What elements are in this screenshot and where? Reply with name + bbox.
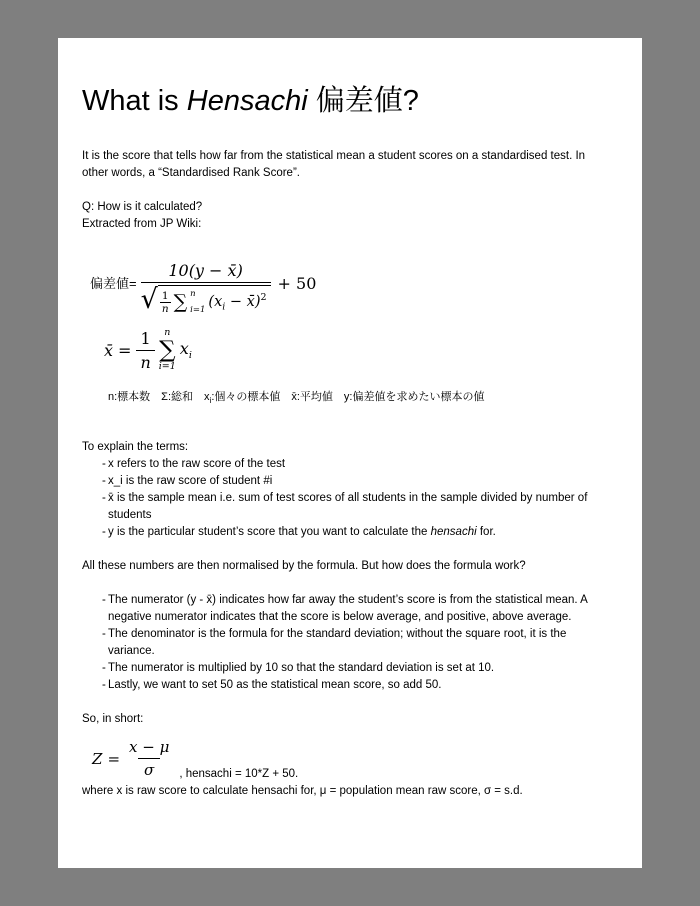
one-over-n-fraction: 1 n: [161, 289, 169, 315]
summation-sign: ∑: [159, 337, 176, 364]
list-item: - x_i is the raw score of student #i: [82, 473, 612, 490]
question-block: [82, 199, 612, 233]
short-heading: So, in short:: [82, 713, 144, 726]
formula-lhs: 偏差値=: [90, 276, 137, 291]
equals-sign: =: [107, 749, 121, 768]
xi-variable: $x_i$: [179, 339, 192, 362]
summation-limits: n i=1: [190, 289, 206, 315]
source-line: Extracted from JP Wiki:: [82, 218, 202, 230]
document-page: [58, 38, 642, 868]
hensachi-formula: [90, 261, 612, 316]
formula-area: [90, 261, 612, 409]
main-fraction: [141, 261, 271, 316]
list-item: - x refers to the raw score of the test: [82, 456, 612, 473]
bullet-marker: -: [102, 594, 106, 607]
bullet-marker: -: [102, 628, 106, 641]
terms-heading: To explain the terms:: [82, 441, 189, 454]
page-title: [82, 84, 612, 118]
xbar-variable: x̄: [104, 341, 114, 361]
hensachi-conversion-text: , hensachi = 10*Z + 50.: [179, 768, 299, 781]
title-cjk-text: 偏差値?: [307, 85, 419, 117]
equals-sign: =: [118, 341, 132, 361]
bullet-marker: -: [102, 526, 106, 539]
question-line: Q: How is it calculated?: [82, 201, 203, 213]
radicand: [158, 285, 271, 316]
square-root-sign: √: [140, 284, 158, 316]
terms-list: [82, 456, 612, 541]
title-text: What is: [82, 85, 187, 117]
where-clause: where x is raw score to calculate hensachi for, μ = population mean raw score, σ = s.d.: [82, 785, 523, 798]
normalised-paragraph: All these numbers are then normalised by the formula. But how does the formula work?: [82, 560, 526, 573]
summation-sign: ∑: [173, 290, 188, 313]
bullet-marker: -: [102, 492, 106, 505]
summation-with-limits: n ∑ i=1: [158, 327, 176, 373]
list-item: - The denominator is the formula for the standard deviation; without the square root, it is the variance.: [82, 626, 612, 660]
list-item: - y is the particular student’s score that you want to calculate the hensachi for.: [82, 524, 612, 541]
list-item: - x̄ is the sample mean i.e. sum of test scores of all students in the sample divided by number of students: [82, 490, 612, 524]
bullet-marker: -: [102, 662, 106, 675]
list-item: - Lastly, we want to set 50 as the statistical mean score, so add 50.: [82, 677, 612, 694]
intro-paragraph: It is the score that tells how far from the statistical mean a student scores on a standardised test. In other words, a “Standardised Rank Score”.: [82, 150, 586, 179]
fraction-numerator: 10(y − x̄): [168, 261, 243, 280]
bullet-marker: -: [102, 458, 106, 471]
z-fraction: $\frac{x - \mu}{\sigma}$: [129, 738, 170, 780]
one-over-n-fraction: $\frac{1}{n}$: [136, 329, 154, 372]
list-item: - The numerator is multiplied by 10 so that the standard deviation is set at 10.: [82, 660, 612, 677]
bullet-marker: -: [102, 475, 106, 488]
list-item: - The numerator (y - x̄) indicates how far away the student’s score is from the statistical mean. A negative numerator indicates that the score is below average, and positive, above average.: [82, 592, 612, 626]
squared-deviation-term: ($x_i$ − x̄)$^2$: [208, 291, 267, 313]
z-score-formula: [92, 738, 612, 779]
bullet-marker: -: [102, 679, 106, 692]
fraction-denominator: [141, 282, 271, 316]
z-variable: Z: [92, 749, 103, 768]
plus-fifty-term: + 50: [277, 274, 317, 293]
mean-formula: [104, 328, 612, 373]
explanation-list: [82, 592, 612, 694]
formula-legend: n:標本数 Σ:総和 $x_i$:個々の標本値 x̄:平均値 y:偏差値を求めたい標本の値: [108, 391, 485, 406]
title-italic-text: Hensachi: [186, 85, 308, 117]
